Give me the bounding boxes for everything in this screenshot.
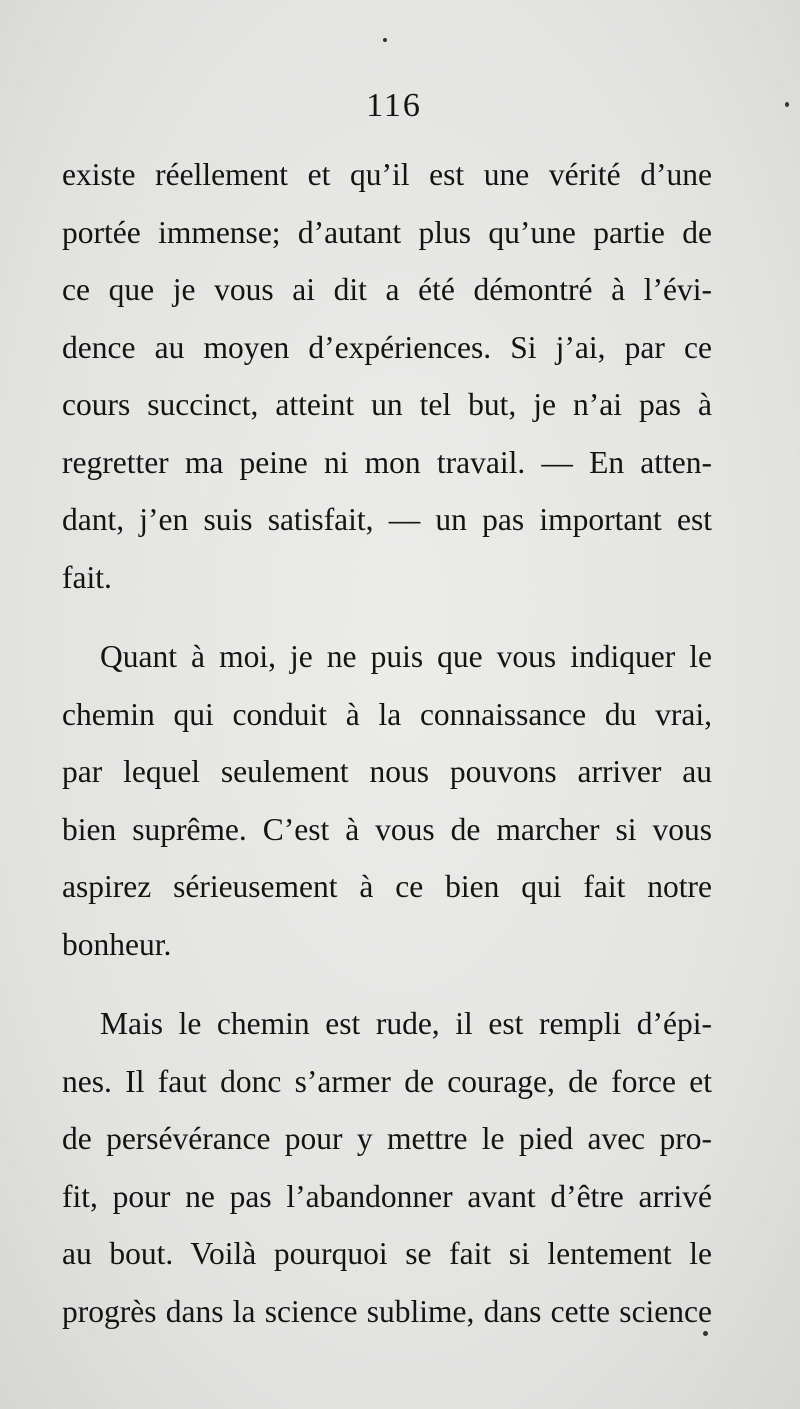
text-line: ce que je vous ai dit a été démontré à l’évi- [62,272,712,307]
text-line: nes. Il faut donc s’armer de courage, de force et [62,1063,712,1099]
ink-speck [785,102,789,107]
text-line: regretter ma peine ni mon travail. — En atten- [62,444,712,480]
text-line: fit, pour ne pas l’abandonner avant d’être arrivé [62,1178,712,1214]
text-line: Quant à moi, je ne puis que vous indiquer le [100,639,712,674]
text-line: bonheur. [62,926,172,962]
text-line: existe réellement et qu’il est une vérité d’une [62,157,712,192]
text-line: par lequel seulement nous pouvons arriver au [62,754,712,789]
text-line: dant, j’en suis satisfait, — un pas important est [62,502,712,537]
text-line: cours succinct, atteint un tel but, je n’ai pas à [62,387,712,422]
paragraph-1 [62,146,712,606]
text-line: portée immense; d’autant plus qu’une partie de [62,214,712,250]
text-line: de persévérance pour y mettre le pied avec pro- [62,1121,712,1156]
text-line: Mais le chemin est rude, il est rempli d’épi- [100,1006,712,1041]
text-line: aspirez sérieusement à ce bien qui fait notre [62,869,712,904]
text-line: fait. [62,559,112,595]
text-line: dence au moyen d’expériences. Si j’ai, par ce [62,329,712,365]
paragraph-3 [62,995,712,1340]
text-line: bien suprême. C’est à vous de marcher si vous [62,811,712,847]
page-number: 116 [366,87,422,124]
text-line: chemin qui conduit à la connaissance du vrai, [62,696,712,732]
text-line: progrès dans la science sublime, dans cette science [62,1293,712,1329]
paragraph-2 [62,628,712,973]
page-body [62,146,712,1340]
ink-speck [703,1331,708,1336]
text-line: au bout. Voilà pourquoi se fait si lentement le [62,1236,712,1271]
ink-speck [383,38,387,42]
